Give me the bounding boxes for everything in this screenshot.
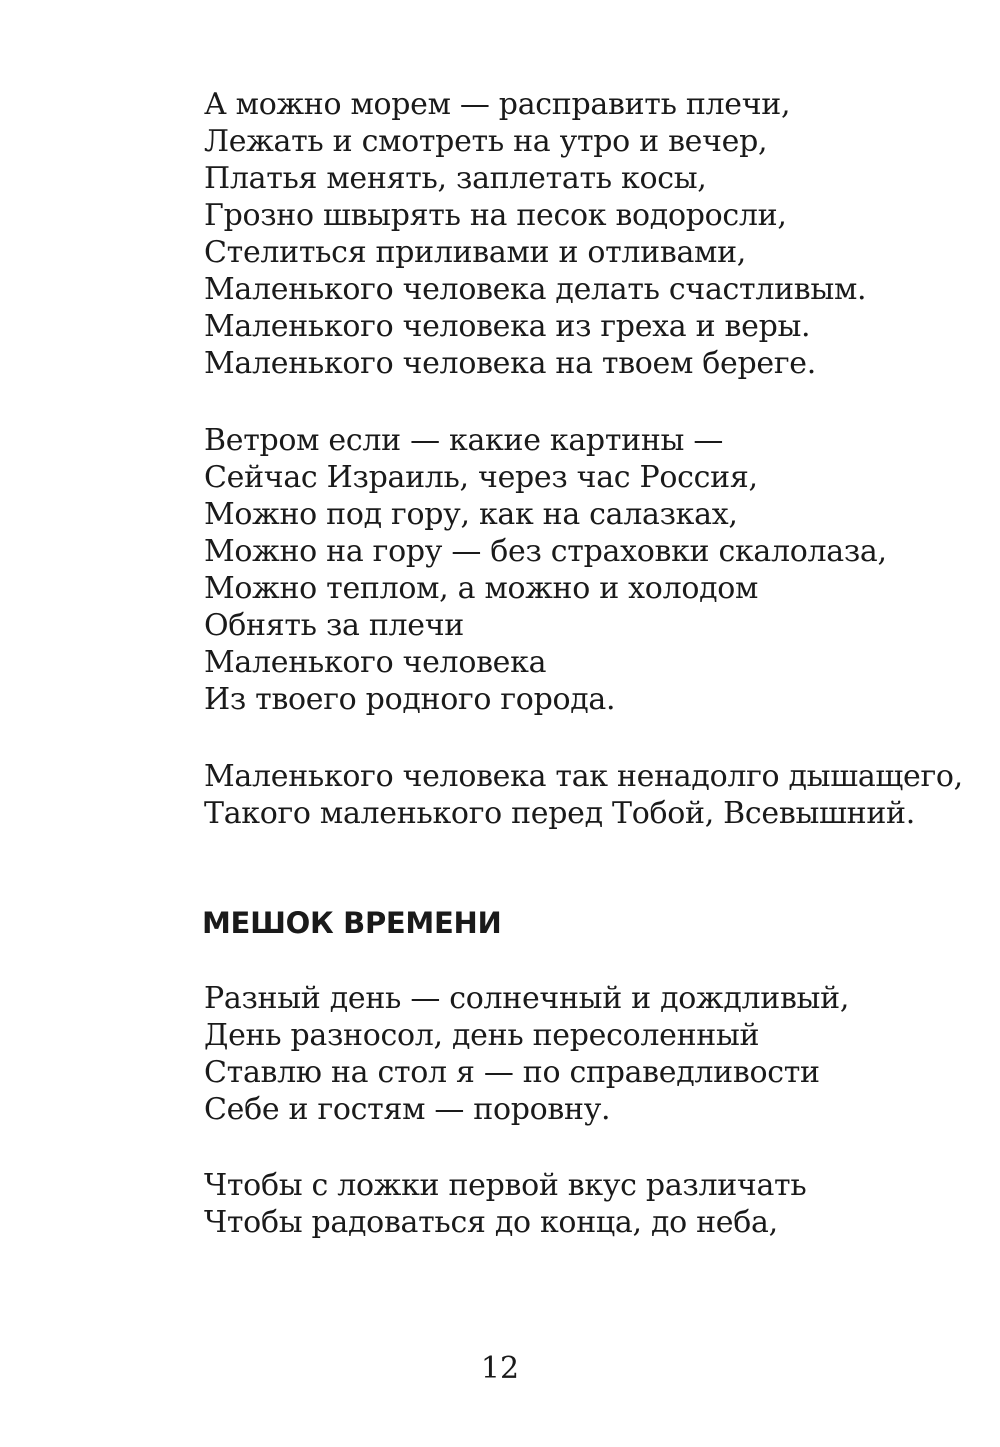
poem-line: Сейчас Израиль, через час Россия, — [204, 460, 758, 495]
poem-line: Платья менять, заплетать косы, — [204, 161, 707, 196]
poem-line: Из твоего родного города. — [204, 682, 616, 717]
poem-line: Разный день — солнечный и дождливый, — [204, 981, 850, 1016]
poem-line: Себе и гостям — поровну. — [204, 1092, 611, 1127]
poem-line: Маленького человека так ненадолго дышащего, — [204, 759, 963, 794]
poem-line: Ветром если — какие картины — — [204, 423, 724, 458]
poem-stanza — [204, 1167, 806, 1241]
poem-line: День разносол, день пересоленный — [204, 1018, 760, 1053]
poem-stanza — [204, 422, 887, 718]
poem-line: Лежать и смотреть на утро и вечер, — [204, 124, 768, 159]
poem-line: Можно на гору — без страховки скалолаза, — [204, 534, 887, 569]
page-number: 12 — [480, 1351, 520, 1386]
poem-line: Обнять за плечи — [204, 608, 464, 643]
poem-line: Чтобы радоваться до конца, до неба, — [204, 1205, 778, 1240]
poem-line: Грозно швырять на песок водоросли, — [204, 198, 787, 233]
poem-stanza — [204, 980, 849, 1128]
poem-line: Чтобы с ложки первой вкус различать — [204, 1168, 807, 1203]
poem-line: А можно морем — расправить плечи, — [204, 87, 791, 122]
poem-stanza — [204, 758, 963, 832]
poem-line: Можно теплом, а можно и холодом — [204, 571, 759, 606]
poem-line: Стелиться приливами и отливами, — [204, 235, 747, 270]
poem-line: Маленького человека — [204, 645, 547, 680]
poem-line: Ставлю на стол я — по справедливости — [204, 1055, 820, 1090]
poem-line: Маленького человека на твоем береге. — [204, 346, 816, 381]
poem-title: МЕШОК ВРЕМЕНИ — [202, 906, 502, 940]
poem-line: Маленького человека делать счастливым. — [204, 272, 867, 307]
poem-line: Маленького человека из греха и веры. — [204, 309, 811, 344]
poem-stanza — [204, 86, 866, 382]
poem-line: Можно под гору, как на салазках, — [204, 497, 738, 532]
poem-line: Такого маленького перед Тобой, Всевышний. — [204, 796, 915, 831]
